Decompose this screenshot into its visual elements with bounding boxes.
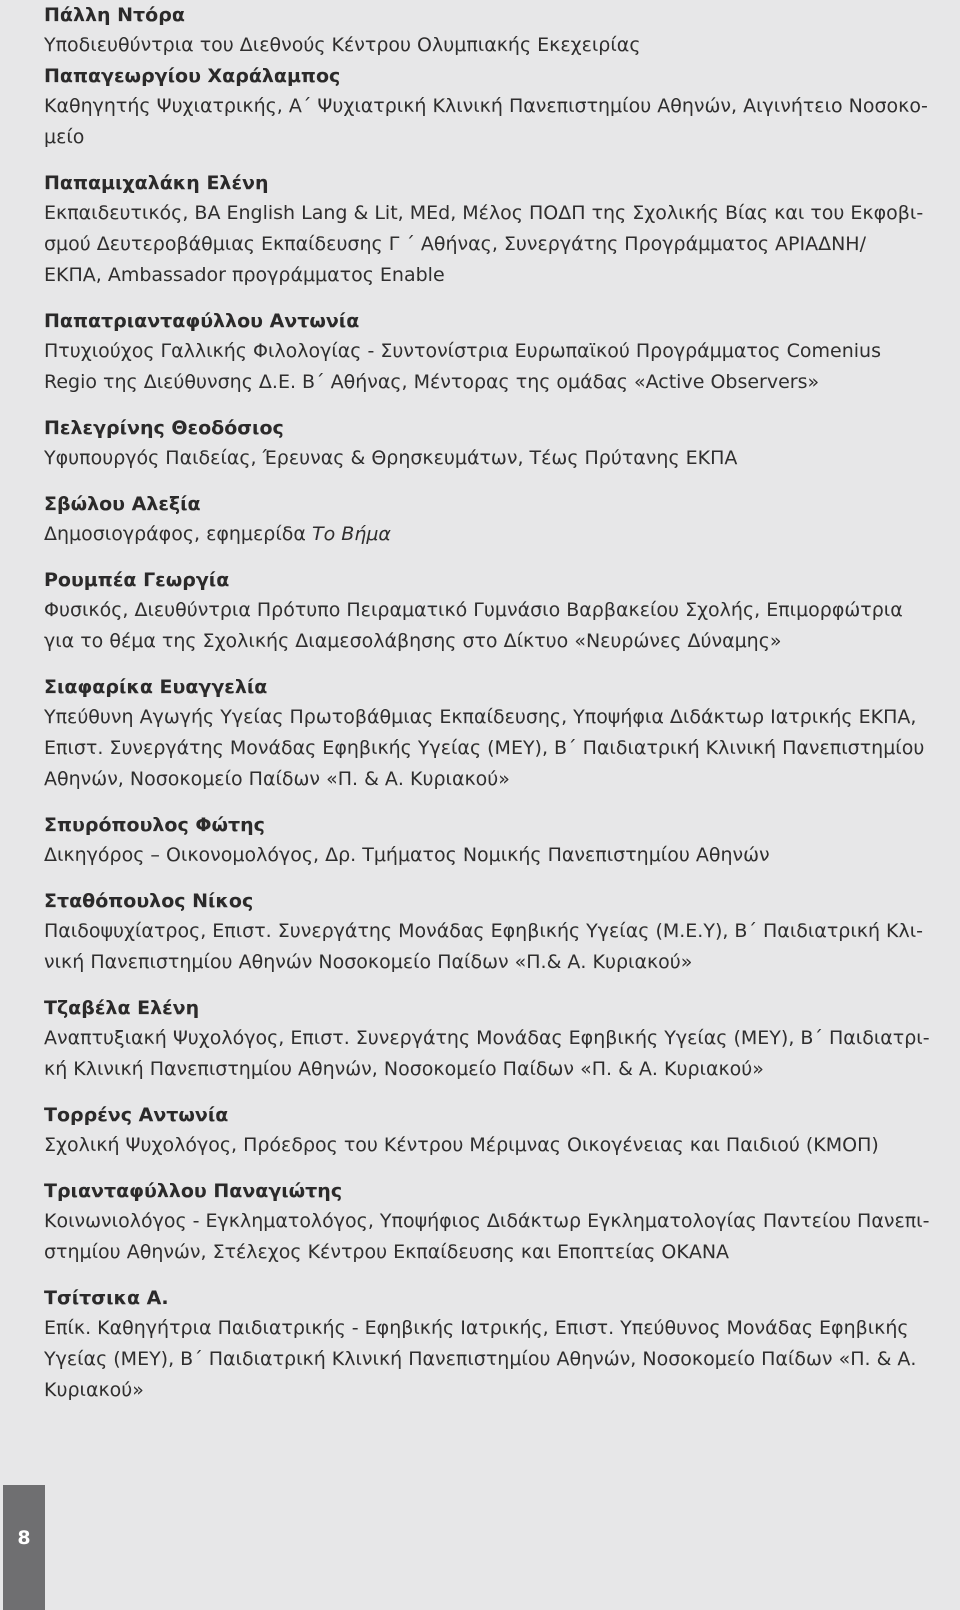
description-line: Επίκ. Καθηγήτρια Παιδιατρικής - Εφηβικής Ιατρικής, Επιστ. Υπεύθυνος Μονάδας Εφηβικής bbox=[44, 1317, 909, 1339]
entry-name: Παπαγεωργίου Χαράλαμπος bbox=[44, 65, 341, 87]
description-line: Υπεύθυνη Αγωγής Υγείας Πρωτοβάθμιας Εκπαίδευσης, Υποψήφια Διδάκτωρ Ιατρικής ΕΚΠΑ, bbox=[44, 706, 917, 728]
entry-triantafyllou bbox=[44, 1176, 960, 1268]
page-number-tab bbox=[3, 1485, 45, 1610]
description-line: Επιστ. Συνεργάτης Μονάδας Εφηβικής Υγείας (ΜΕΥ), Β΄ Παιδιατρική Κλινική Πανεπιστημίου bbox=[44, 737, 925, 759]
entry-description bbox=[44, 30, 960, 61]
entry-description bbox=[44, 91, 960, 153]
entry-name: Σταθόπουλος Νίκος bbox=[44, 890, 254, 912]
description-line: Εκπαιδευτικός, BA English Lang & Lit, MEd, Μέλος ΠΟΔΠ της Σχολικής Βίας και του Εκφοβι- bbox=[44, 202, 924, 224]
entry-name: Σιαφαρίκα Ευαγγελία bbox=[44, 676, 268, 698]
description-line: Κυριακού» bbox=[44, 1379, 144, 1401]
entry-name: Σβώλου Αλεξία bbox=[44, 493, 201, 515]
description-line: ΕΚΠΑ, Ambassador προγράμματος Enable bbox=[44, 264, 445, 286]
entry-torrens bbox=[44, 1100, 960, 1161]
description-line: Δικηγόρος – Οικονομολόγος, Δρ. Τμήματος Νομικής Πανεπιστημίου Αθηνών bbox=[44, 844, 770, 866]
entry-pelegrinis bbox=[44, 413, 960, 474]
entry-name: Ρουμπέα Γεωργία bbox=[44, 569, 230, 591]
participants-list bbox=[44, 0, 960, 1421]
newspaper-title: Το Βήμα bbox=[311, 523, 391, 545]
entry-name: Πάλλη Ντόρα bbox=[44, 4, 185, 26]
description-line: Καθηγητής Ψυχιατρικής, Α΄ Ψυχιατρική Κλινική Πανεπιστημίου Αθηνών, Αιγινήτειο Νοσοκο- bbox=[44, 95, 928, 117]
entry-stathopoulos bbox=[44, 886, 960, 978]
entry-name: Παπατριανταφύλλου Αντωνία bbox=[44, 310, 360, 332]
entry-palli bbox=[44, 0, 960, 61]
description-line: Regio της Διεύθυνσης Δ.Ε. Β΄ Αθήνας, Μέντορας της ομάδας «Active Observers» bbox=[44, 371, 820, 393]
description-line: νική Πανεπιστημίου Αθηνών Νοσοκομείο Παίδων «Π.& Α. Κυριακού» bbox=[44, 951, 693, 973]
description-line: Υφυπουργός Παιδείας, Έρευνας & Θρησκευμάτων, Τέως Πρύτανης ΕΚΠΑ bbox=[44, 447, 738, 469]
entry-description bbox=[44, 595, 960, 657]
entry-description bbox=[44, 840, 960, 871]
description-line: Φυσικός, Διευθύντρια Πρότυπο Πειραματικό Γυμνάσιο Βαρβακείου Σχολής, Επιμορφώτρια bbox=[44, 599, 903, 621]
entry-svolou bbox=[44, 489, 960, 550]
entry-description bbox=[44, 519, 960, 550]
description-line: Πτυχιούχος Γαλλικής Φιλολογίας - Συντονίστρια Ευρωπαϊκού Προγράμματος Comenius bbox=[44, 340, 881, 362]
description-line: κή Κλινική Πανεπιστημίου Αθηνών, Νοσοκομείο Παίδων «Π. & Α. Κυριακού» bbox=[44, 1058, 764, 1080]
entry-papamichalaki bbox=[44, 168, 960, 291]
entry-description bbox=[44, 1313, 960, 1406]
description-line: Υγείας (ΜΕΥ), Β΄ Παιδιατρική Κλινική Πανεπιστημίου Αθηνών, Νοσοκομείο Παίδων «Π. & Α. bbox=[44, 1348, 917, 1370]
description-line: Υποδιευθύντρια του Διεθνούς Κέντρου Ολυμπιακής Εκεχειρίας bbox=[44, 34, 641, 56]
description-line: μείο bbox=[44, 126, 85, 148]
description-line: σμού Δευτεροβάθμιας Εκπαίδευσης Γ ΄ Αθήνας, Συνεργάτης Προγράμματος ΑΡΙΑΔΝΗ/ bbox=[44, 233, 867, 255]
entry-description bbox=[44, 1206, 960, 1268]
entry-name: Παπαμιχαλάκη Ελένη bbox=[44, 172, 269, 194]
description-line: Σχολική Ψυχολόγος, Πρόεδρος του Κέντρου Μέριμνας Οικογένειας και Παιδιού (ΚΜΟΠ) bbox=[44, 1134, 879, 1156]
entry-name: Τορρένς Αντωνία bbox=[44, 1104, 229, 1126]
entry-description bbox=[44, 1023, 960, 1085]
entry-name: Τριανταφύλλου Παναγιώτης bbox=[44, 1180, 343, 1202]
description-line: για το θέμα της Σχολικής Διαμεσολάβησης στο Δίκτυο «Νευρώνες Δύναμης» bbox=[44, 630, 782, 652]
description-line: Αναπτυξιακή Ψυχολόγος, Επιστ. Συνεργάτης Μονάδας Εφηβικής Υγείας (ΜΕΥ), Β΄ Παιδιατρι- bbox=[44, 1027, 930, 1049]
entry-papatriantafyllou bbox=[44, 306, 960, 398]
entry-description bbox=[44, 702, 960, 795]
description-line: Κοινωνιολόγος - Εγκληματολόγος, Υποψήφιος Διδάκτωρ Εγκληματολογίας Παντείου Πανεπι- bbox=[44, 1210, 930, 1232]
description-line: Αθηνών, Νοσοκομείο Παίδων «Π. & Α. Κυριακού» bbox=[44, 768, 510, 790]
entry-name: Τσίτσικα Α. bbox=[44, 1287, 169, 1309]
entry-tzavela bbox=[44, 993, 960, 1085]
entry-description bbox=[44, 443, 960, 474]
entry-papageorgiou bbox=[44, 61, 960, 153]
description-line: Παιδοψυχίατρος, Επιστ. Συνεργάτης Μονάδας Εφηβικής Υγείας (Μ.Ε.Υ), Β΄ Παιδιατρική Κλι- bbox=[44, 920, 924, 942]
entry-name: Πελεγρίνης Θεοδόσιος bbox=[44, 417, 284, 439]
page-number: 8 bbox=[17, 1527, 31, 1549]
entry-name: Σπυρόπουλος Φώτης bbox=[44, 814, 265, 836]
entry-description bbox=[44, 916, 960, 978]
description-text: Δημοσιογράφος, εφημερίδα bbox=[44, 523, 306, 545]
description-line bbox=[44, 519, 960, 550]
entry-siafarika bbox=[44, 672, 960, 795]
description-line: στημίου Αθηνών, Στέλεχος Κέντρου Εκπαίδευσης και Εποπτείας ΟΚΑΝΑ bbox=[44, 1241, 730, 1263]
entry-name: Τζαβέλα Ελένη bbox=[44, 997, 200, 1019]
entry-description bbox=[44, 198, 960, 291]
entry-roumpea bbox=[44, 565, 960, 657]
entry-description bbox=[44, 336, 960, 398]
entry-spyropoulos bbox=[44, 810, 960, 871]
entry-description bbox=[44, 1130, 960, 1161]
entry-tsitsika bbox=[44, 1283, 960, 1406]
